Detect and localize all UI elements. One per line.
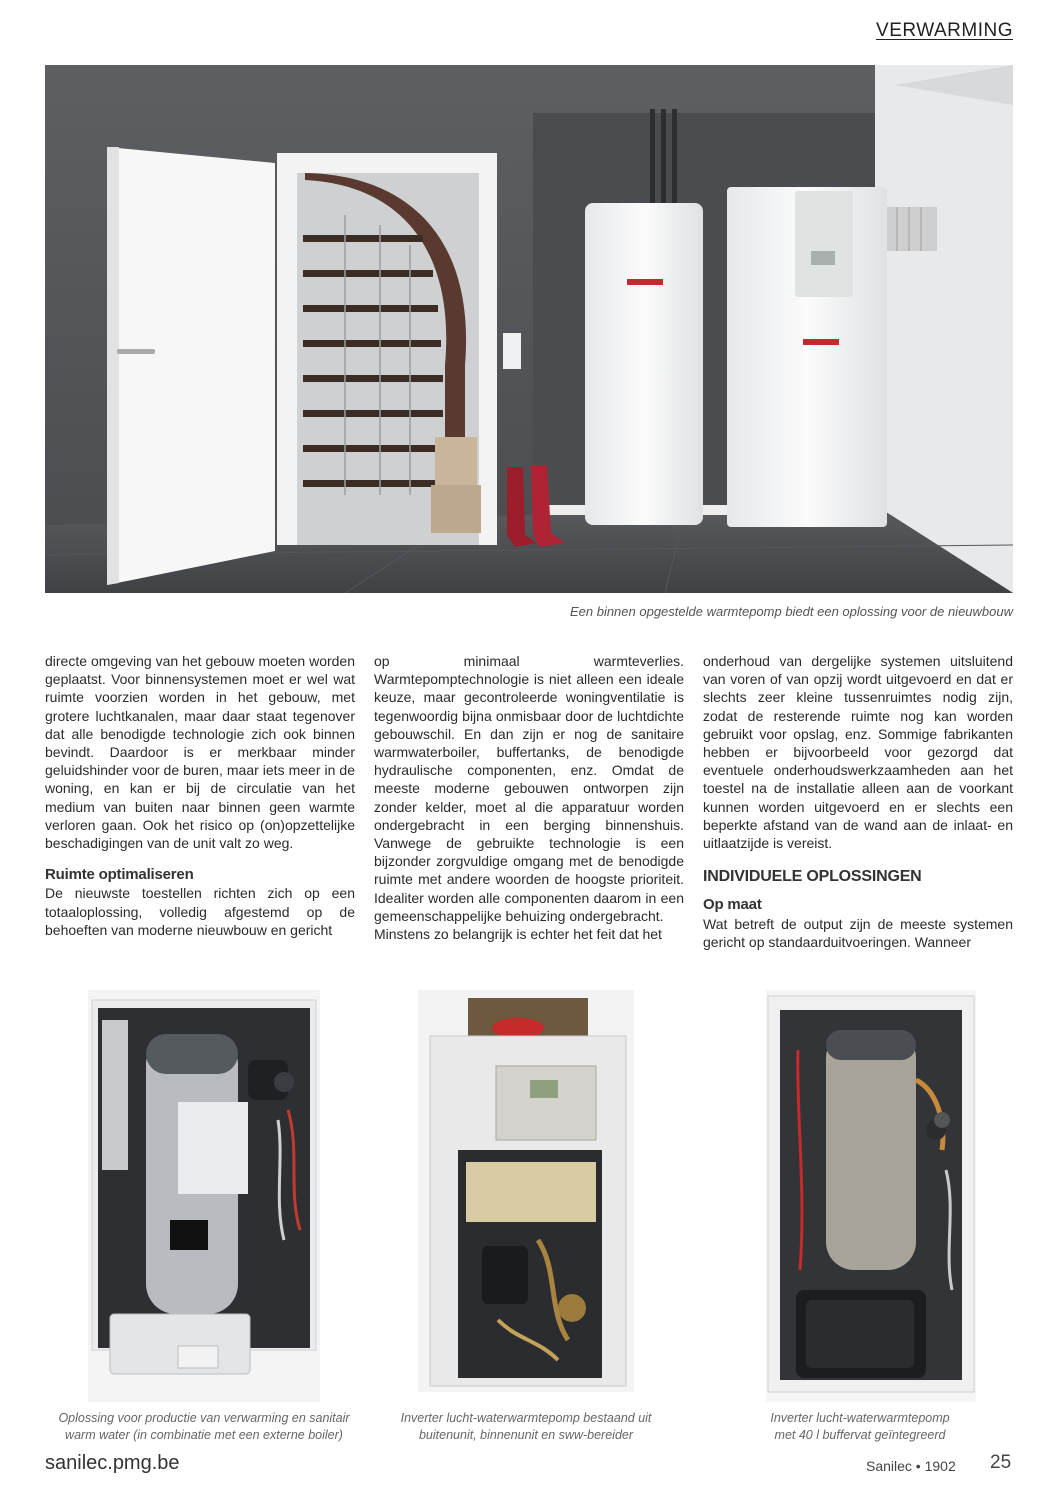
paragraph: directe omgeving van het gebouw moeten worden geplaatst. Voor binnensystemen moet er wel wat ruimte voorzien worden in het gebouw, met grotere luchtkanalen, maar daar staat tegenover dat alle benodigde technologie zich ook binnen bevindt. Daardoor is er merkbaar minder geluidshinder voor de buren, maar iets meer in de woning, en kan er bij de circulatie van het medium van buiten naar binnen geen warmte verloren gaan. Ook het risico op (on)opzettelijke beschadigingen van de unit valt zo weg. [45,653,355,852]
product-photo-1 [88,990,320,1402]
subheading-ruimte-optimaliseren: Ruimte optimaliseren [45,866,194,884]
paragraph: onderhoud van dergelijke systemen uitsluitend van voren of van opzij wordt uitgevoerd en dat er slechts zeer kleine tussenruimtes nodig zijn, zodat de resterende ruimte nog kan worden gebruikt voor opslag, enz. Sommige fabrikanten hebben er bijvoorbeeld voor gezorgd dat eventuele onderhoudswerkzaamheden aan het toestel na de installatie alleen aan de voorkant kunnen worden uitgevoerd en er slechts een beperkte afstand van de wand aan de inlaat- en uitlaatzijde is vereist. [703,653,1013,852]
footer-url-link[interactable]: sanilec.pmg.be [45,1452,180,1474]
photo-caption-1: Oplossing voor productie van verwarming en sanitair warm water (in combinatie met een externe boiler) [58,1411,350,1442]
paragraph: Wat betreft de output zijn de meeste systemen gericht op standaarduitvoeringen. Wanneer [703,915,1013,950]
page-number: 25 [990,1452,1012,1473]
product-photo-2 [418,990,634,1392]
footer-issue: Sanilec • 1902 [866,1458,956,1474]
section-heading-individuele-oplossingen: INDIVIDUELE OPLOSSINGEN [703,868,922,886]
article-column-2 [374,652,684,943]
product-photo-3 [766,990,976,1402]
paragraph: op minimaal warmteverlies. Warmtepomptechnologie is niet alleen een ideale keuze, maar gecontroleerde woningventilatie is tegenwoordig bijna onmisbaar door de luchtdichte gebouwschil. En dan zijn er nog de sanitaire warmwaterboiler, buffertanks, de benodigde hydraulische componenten, enz. Omdat de meeste moderne gebouwen ontworpen zijn zonder kelder, moet al die apparatuur worden ondergebracht in een berging binnenshuis. Vanwege de gebruikte technologie is een bijzonder zorgvuldige omgang met de benodigde ruimte met andere woorden de hoogste prioriteit. Idealiter worden alle componenten daarom in een gemeenschappelijke behuizing ondergebracht. [374,653,684,924]
paragraph: De nieuwste toestellen richten zich op een totaaloplossing, volledig afgestemd op de behoeften van moderne nieuwbouw en gericht [45,885,355,938]
hero-caption: Een binnen opgestelde warmtepomp biedt een oplossing voor de nieuwbouw [569,604,1013,619]
section-title: VERWARMING [876,20,1013,41]
photo-caption-3: Inverter lucht-waterwarmtepomp met 40 l buffervat geïntegreerd [770,1411,950,1442]
paragraph: Minstens zo belangrijk is echter het feit dat het [374,926,662,943]
hero-photo [45,65,1013,593]
subheading-op-maat: Op maat [703,896,762,914]
photo-caption-2: Inverter lucht-waterwarmtepomp bestaand uit buitenunit, binnenunit en sww-bereider [400,1411,652,1442]
article-column-1 [45,652,355,939]
article-column-3 [703,652,1013,951]
